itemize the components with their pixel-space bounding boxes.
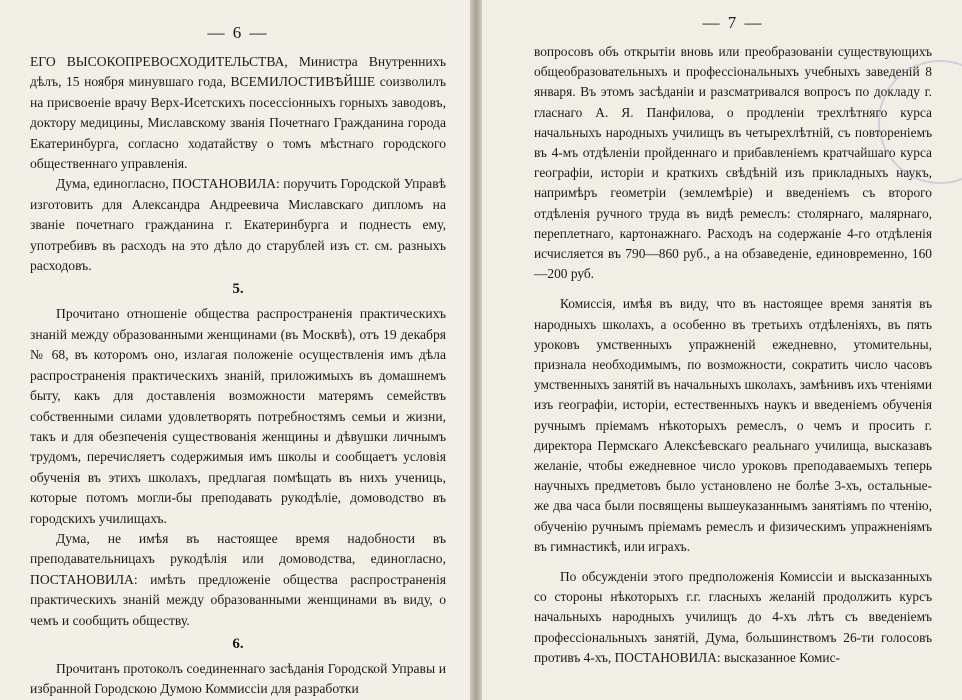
section-heading-5: 5. — [232, 281, 244, 298]
paragraph: Дума, не имѣя въ настоящее время надобности въ преподавательницахъ рукодѣлія или домоводства, единогласно, ПОСТАНОВИЛА: имѣть предложеніе общества распространенія практическихъ знаній между образованными женщинами въ виду, о чемъ и сообщить обществу. — [30, 530, 446, 628]
right-page — [482, 0, 962, 700]
book-gutter — [470, 0, 482, 700]
section-heading-6: 6. — [232, 635, 244, 652]
left-page — [0, 0, 470, 700]
page-number-right: — 7 — — [702, 13, 764, 32]
page-number-left: — 6 — — [207, 23, 269, 42]
paragraph: Прочитанъ протоколъ соединеннаго засѣданія Городской Управы и избранной Городскою Думою Коммиссіи для разработки — [30, 660, 446, 697]
paragraph: Дума, единогласно, ПОСТАНОВИЛА: поручить Городской Управѣ изготовить для Александра Андреевича Миславскаго дипломъ на званіе почетнаго гражданина г. Екатеринбурга и поднесть ему, употребивъ въ расходъ на это дѣло до старублей изъ ст. см. разныхъ расходовъ. — [30, 176, 446, 274]
paragraph: Комиссія, имѣя въ виду, что въ настоящее время занятія въ народныхъ школахъ, а особенно въ третьихъ отдѣленіяхъ, въ пять уроковъ умственныхъ упражненій ежедневно, утомительны, признала необходимымъ, по возможности, сократить число часовъ умственныхъ занятій въ начальныхъ школахъ, замѣнивъ ихъ чтеніями изъ географіи, исторіи, естественныхъ наукъ и введеніемъ обученія ручнымъ пріемамъ нѣкоторыхъ ремеслъ, о чемъ и просить г. директора Пермскаго Алексѣевскаго реальнаго училища, высказавъ желаніе, чтобы ежедневное число уроковъ преподаваемыхъ теперь научныхъ предметовъ было установлено не болѣе 3-хъ, остальные-же два часа были посвящены вышеуказаннымъ занятіямъ по чтенію, обученію ручнымъ пріемамъ ремеслъ и физическимъ упражненіямъ въ гимнастикѣ, или играхъ. — [534, 296, 932, 554]
paragraph: вопросовъ объ открытіи вновь или преобразованіи существующихъ общеобразовательныхъ и профессіональныхъ учебныхъ заведеній 8 января. Въ этомъ засѣданіи и разсматривался вопросъ по докладу г. гласнаго А. Я. Панфилова, о продленіи трехлѣтняго курса начальныхъ народныхъ училищъ въ четырехлѣтній, съ повтореніемъ въ 4-мъ отдѣленіи пройденнаго и прибавленіемъ кратчайшаго курса географіи, исторіи и краткихъ свѣдѣній изъ прикладныхъ наукъ, напримѣръ геометріи (землемѣріе) и введеніемъ съ второго отдѣленія ручного труда въ видѣ ремеслъ: столярнаго, малярнаго, переплетнаго, картонажнаго. Расходъ на содержаніе 4-го отдѣленія исчисляется въ 790—860 руб., а на обзаведеніе, единовременно, 160—200 руб. — [534, 44, 932, 282]
paragraph: ЕГО ВЫСОКОПРЕВОСХОДИТЕЛЬСТВА, Министра Внутреннихъ дѣлъ, 15 ноября минувшаго года, ВСЕМИЛОСТИВѢЙШЕ соизволилъ на присвоеніе врачу Верх-Исетскихъ посессіонныхъ горныхъ заводовъ, доктору медицины, Миславскому званія Почетнаго Гражданина города Екатеринбурга, согласно ходатайству о томъ мѣстнаго городского общественнаго управленія. — [30, 54, 446, 172]
paragraph: По обсужденіи этого предположенія Комиссіи и высказанныхъ со стороны нѣкоторыхъ г.г. гласныхъ желаній продолжить курсъ начальныхъ народныхъ училищъ до 4-хъ лѣтъ съ введеніемъ профессіональныхъ занятій, Дума, большинствомъ 26-ти голосовъ противъ 4-хъ, ПОСТАНОВИЛА: высказанное Комис- — [534, 569, 932, 665]
paragraph: Прочитано отношеніе общества распространенія практическихъ знаній между образованными женщинами (въ Москвѣ), отъ 19 декабря № 68, въ которомъ оно, излагая положеніе осуществленія имъ дѣла распространенія практическихъ знаній, приложимыхъ въ домашнемъ быту, какъ для доставленія возможности матерямъ семействъ собственными силами удовлетворять потребностямъ семьи и жизни, такъ и для обезпеченія существованія женщины и дѣвушки личнымъ трудомъ, перечисляетъ содержимыя имъ школы и сообщаетъ условія обученія въ этихъ школахъ, предлагая помѣщать въ нихъ учениць, которые потомъ могли-бы преподавать рукодѣліе, домоводство въ городскихъ училищахъ. — [30, 306, 446, 526]
